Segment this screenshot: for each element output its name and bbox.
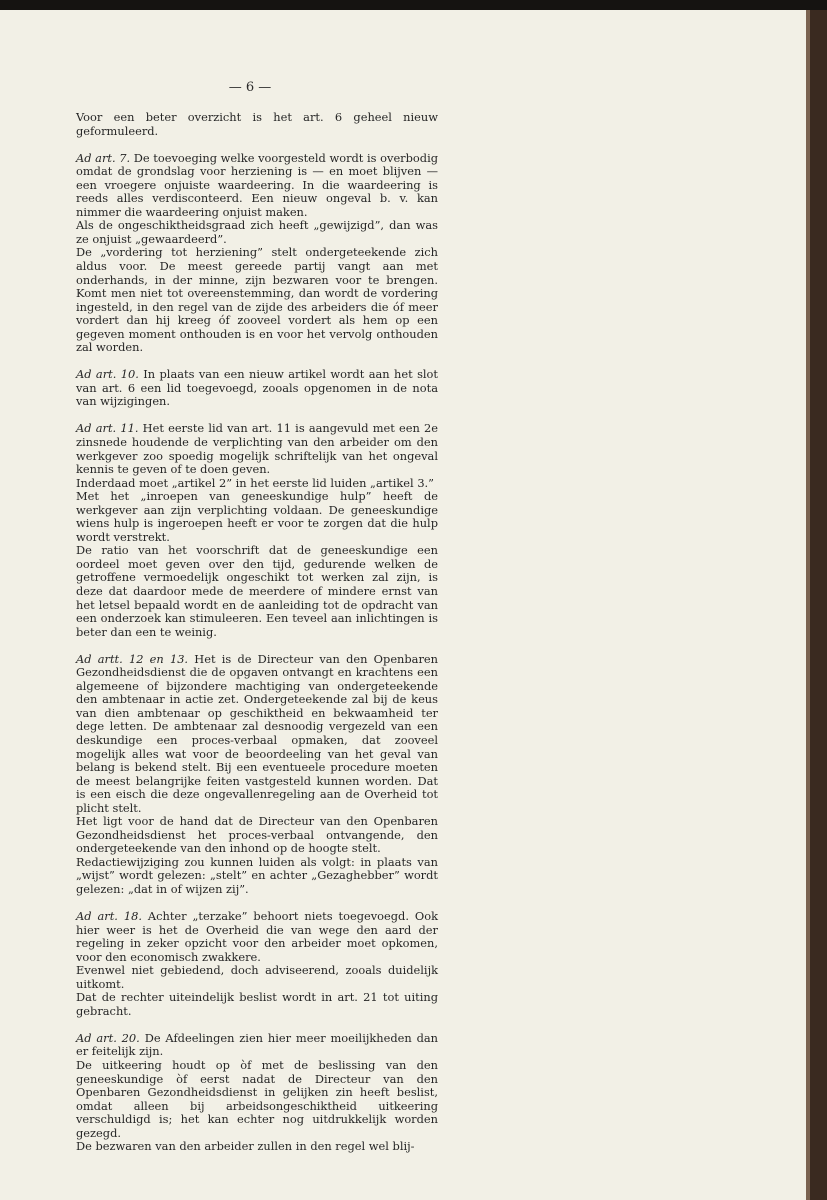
paragraph: De „vordering tot herziening” stelt ondergeteekende zich aldus voor. De meest gereede partij vangt aan met onderhands, in der minne, zijn bezwaren voor te brengen. Komt men niet tot overeenstemming, dan wordt de vordering ingesteld, in den regel van de zijde des arbeiders die óf meer vordert dan hij kreeg óf zooveel vordert als hem op een gegeven moment onthouden is en voor het vervolg onthouden zal worden. bbox=[76, 245, 438, 355]
section-heading: Ad art. 18. bbox=[76, 909, 142, 924]
page-edge-highlight bbox=[806, 10, 810, 1200]
document-page bbox=[0, 10, 806, 1200]
section-art-7 bbox=[76, 152, 438, 220]
paragraph: Evenwel niet gebiedend, doch adviseerend, zooals duidelijk uitkomt. bbox=[76, 963, 438, 991]
section-heading: Ad art. 7. bbox=[76, 150, 131, 165]
paragraph: De uitkeering houdt op òf met de beslissing van den geneeskundige òf eerst nadat de Directeur van den Openbaren Gezondheidsdienst in gelijken zin heeft beslist, omdat alleen bij arbeidsongeschiktheid uitkeering verschuldigd is; het kan echter nog uitdrukkelijk worden gezegd. bbox=[76, 1058, 438, 1140]
section-art-11 bbox=[76, 422, 438, 476]
section-art-20 bbox=[76, 1032, 438, 1059]
paragraph: Het eerste lid van art. 11 is aangevuld met een 2e zinsnede houdende de verplichting van den arbeider om den werkgever zoo spoedig mogelijk schriftelijk van het ongeval kennis te geven of te doen geven. bbox=[76, 421, 438, 477]
section-heading: Ad art. 20. bbox=[76, 1030, 140, 1045]
paragraph: Het ligt voor de hand dat de Directeur van den Openbaren Gezondheidsdienst het proces-verbaal ontvangende, den ondergeteekende van den inhond op de hoogte stelt. bbox=[76, 814, 438, 856]
section-heading: Ad art. 10. bbox=[76, 367, 139, 382]
paragraph: Voor een beter overzicht is het art. 6 geheel nieuw geformuleerd. bbox=[76, 110, 438, 138]
paragraph: Achter „terzake” behoort niets toegevoegd. Ook hier weer is het de Overheid die van wege den aard der regeling in zeker opzicht voor den arbeider moet opkomen, voor den economisch zwakkere. bbox=[76, 909, 438, 964]
paragraph: Inderdaad moet „artikel 2” in het eerste lid luiden „artikel 3.” bbox=[76, 475, 435, 490]
section-art-10 bbox=[76, 368, 438, 409]
page-number: — 6 — bbox=[228, 80, 272, 95]
paragraph: Het is de Directeur van den Openbaren Gezondheidsdienst die de opgaven ontvangt en krachtens een algemeene of bijzondere machtiging van ondergeteekende den ambtenaar in actie zet. Ondergeteekende zal bij de keus van dien ambtenaar op geschiktheid en bekwaamheid ter dege letten. De ambtenaar zal desnoodig vergezeld van een deskundige een proces-verbaal opmaken, dat zooveel mogelijk alles wat voor de beoordeeling van het geval van belang is bekend stelt. Bij een eventueele procedure moeten de meest belangrijke feiten vastgesteld kunnen worden. Dat is een eisch die deze ongevallenregeling aan de Overheid tot plicht stelt. bbox=[76, 651, 438, 815]
paragraph: In plaats van een nieuw artikel wordt aan het slot van art. 6 een lid toegevoegd, zooals opgenomen in de nota van wijzigingen. bbox=[76, 367, 438, 409]
section-art-12-13 bbox=[76, 653, 438, 816]
paragraph: Dat de rechter uiteindelijk beslist wordt in art. 21 tot uiting gebracht. bbox=[76, 990, 438, 1018]
body-text bbox=[76, 111, 438, 1154]
section-heading: Ad artt. 12 en 13. bbox=[76, 651, 189, 666]
paragraph: Redactiewijziging zou kunnen luiden als volgt: in plaats van „wijst” wordt gelezen: „stelt” en achter „Gezaghebber” wordt gelezen: „dat in of wijzen zij”. bbox=[76, 854, 438, 896]
section-heading: Ad art. 11. bbox=[76, 421, 139, 436]
paragraph: Met het „inroepen van geneeskundige hulp” heeft de werkgever aan zijn verplichting voldaan. De geneeskundige wiens hulp is ingeroepen heeft er voor te zorgen dat die hulp wordt verstrekt. bbox=[76, 489, 438, 544]
section-art-18 bbox=[76, 910, 438, 964]
paragraph: De Afdeelingen zien hier meer moeilijkheden dan er feitelijk zijn. bbox=[76, 1030, 439, 1059]
paragraph: De bezwaren van den arbeider zullen in den regel wel blij- bbox=[76, 1139, 415, 1154]
paragraph: Als de ongeschiktheidsgraad zich heeft „gewijzigd”, dan was ze onjuist „gewaardeerd”. bbox=[76, 218, 438, 246]
paragraph: De toevoeging welke voorgesteld wordt is overbodig omdat de grondslag voor herziening is — en moet blijven — een vroegere onjuiste waardeering. In die waardeering is reeds alles verdisconteerd. Een nieuw ongeval b. v. kan nimmer die waardeering onjuist maken. bbox=[76, 150, 439, 219]
paragraph: De ratio van het voorschrift dat de geneeskundige een oordeel moet geven over den tijd, gedurende welken de getroffene vermoedelijk ongeschikt tot werken zal zijn, is deze dat daardoor mede de meerdere of mindere ernst van het letsel bepaald wordt en de aanleiding tot de opdracht van een onderzoek kan stimuleeren. Een teveel aan inlichtingen is beter dan een te weinig. bbox=[76, 543, 438, 639]
scan-top-border bbox=[0, 0, 827, 10]
